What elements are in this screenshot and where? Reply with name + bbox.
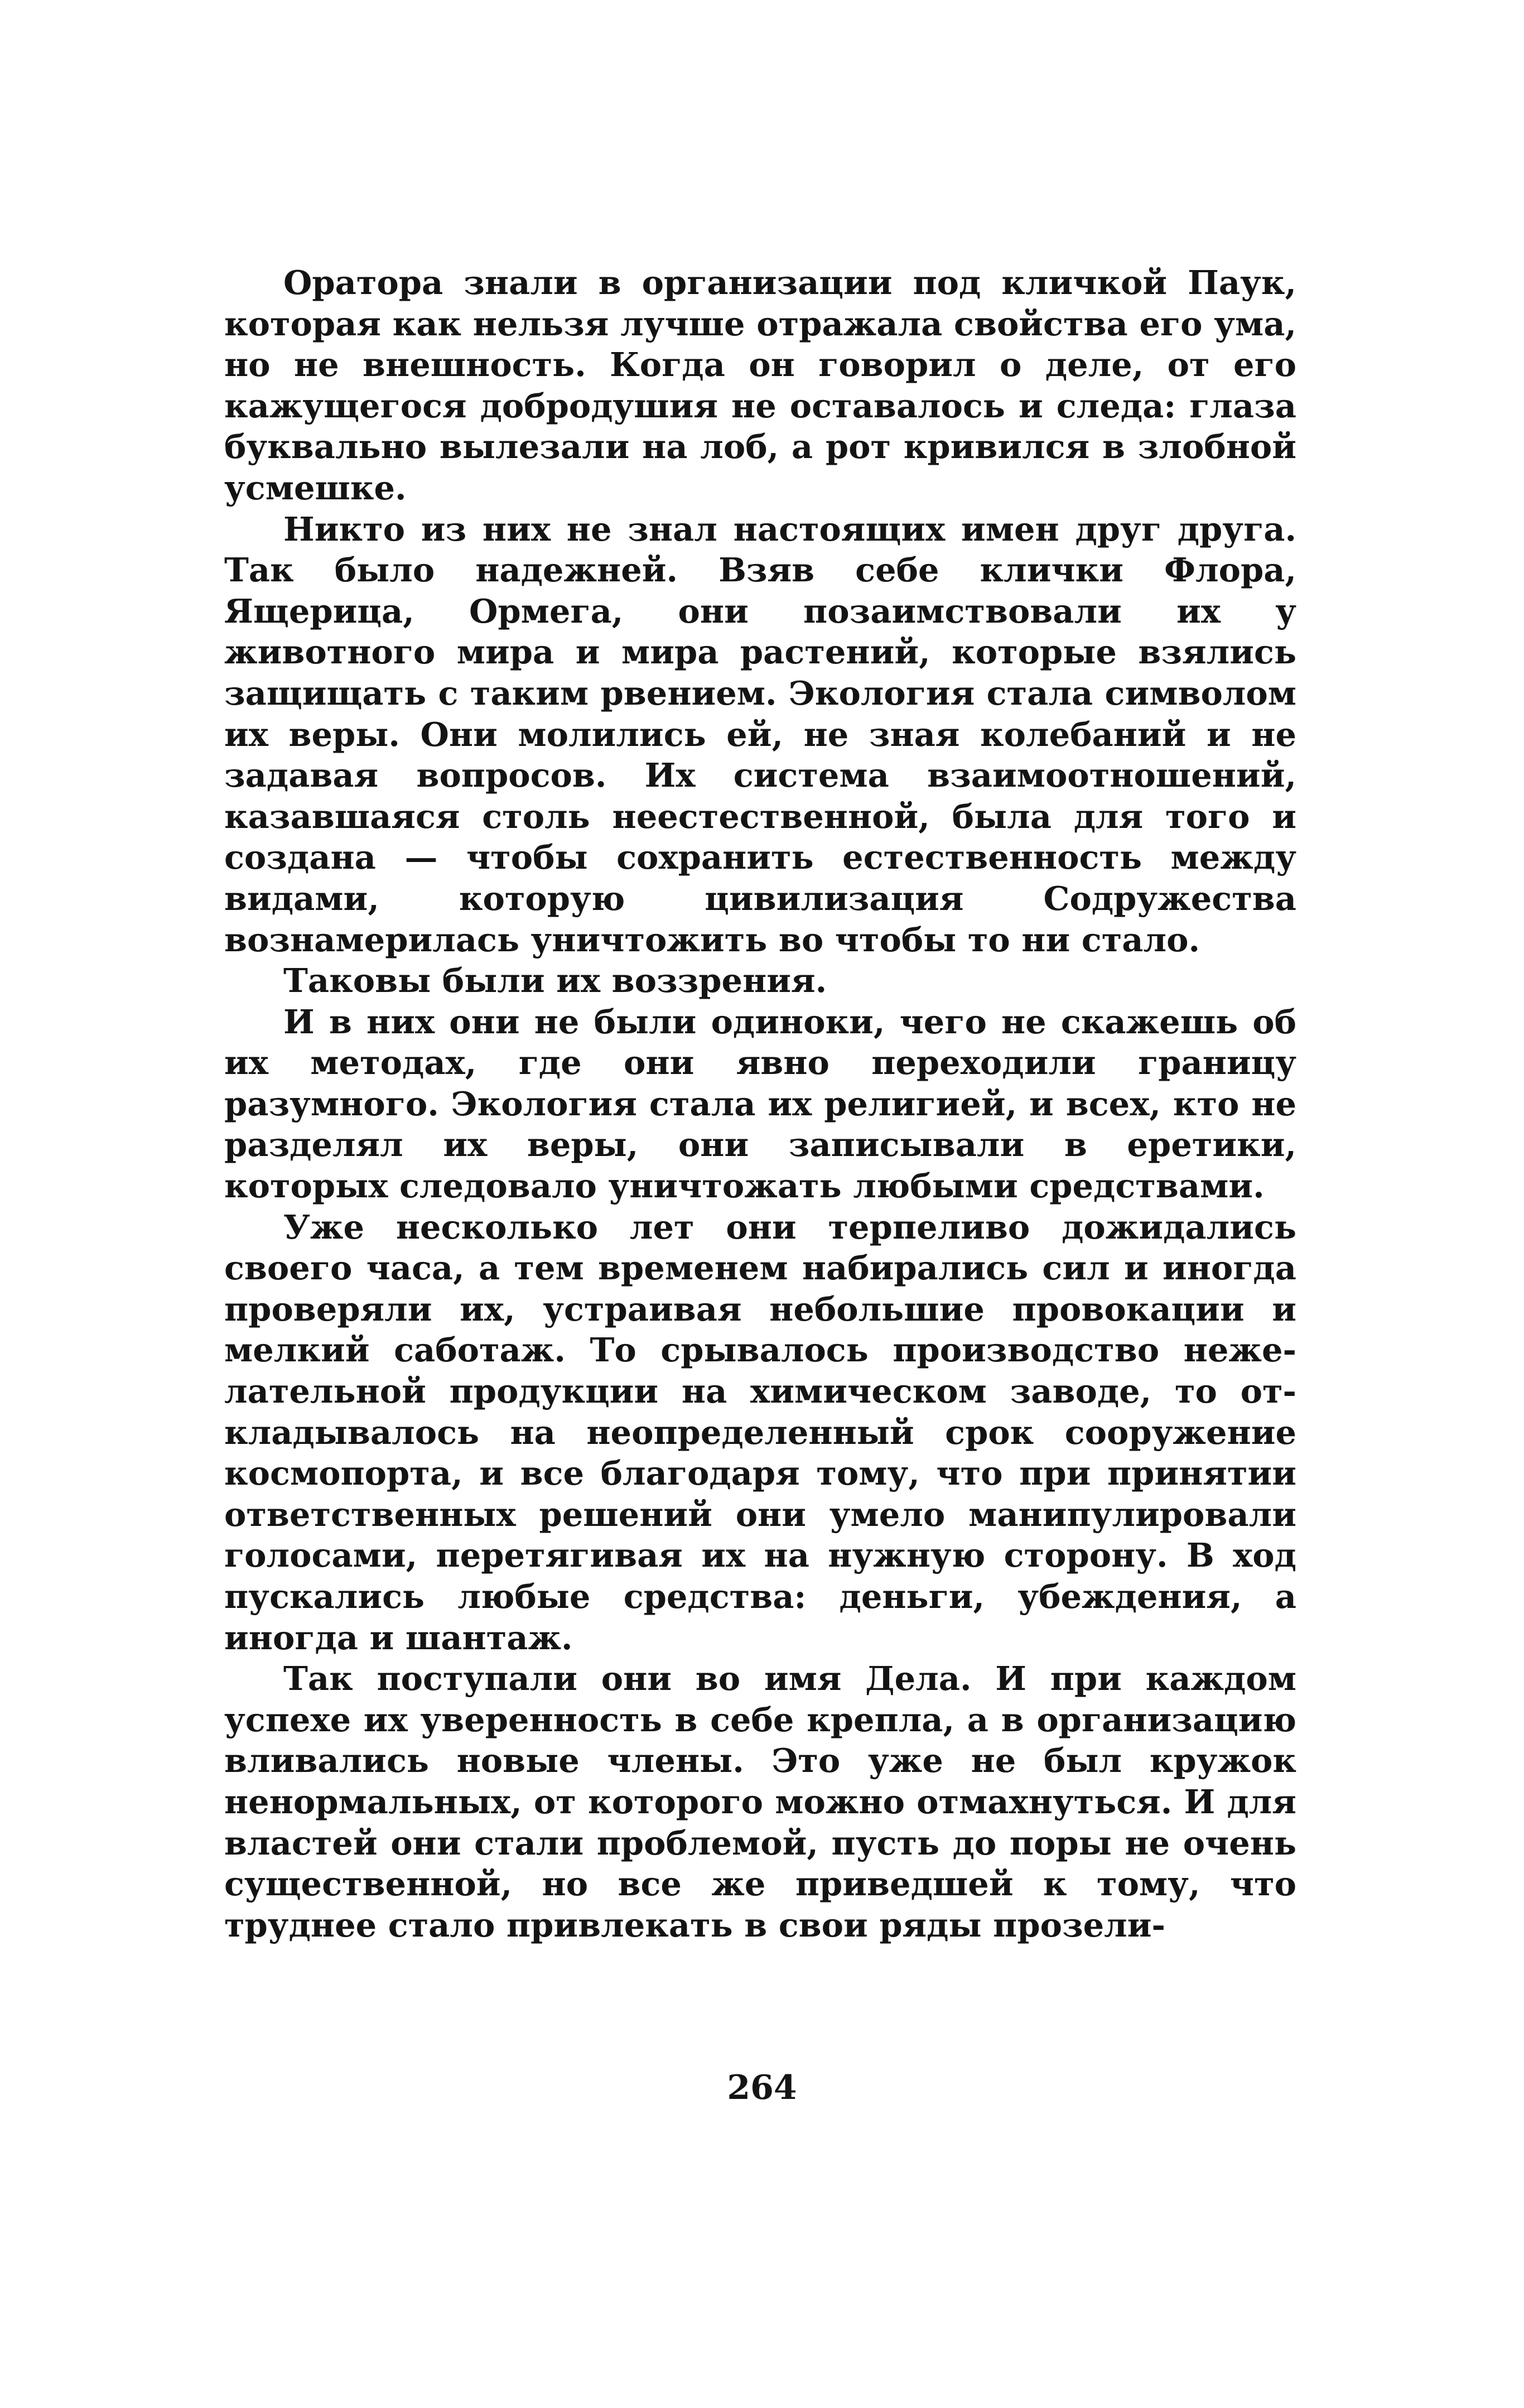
- paragraph-5: Уже несколько лет они терпеливо дожидались своего часа, а тем временем набирались сил и иногда проверяли их, устраивая небольшие провокации и мелкий саботаж. То срывалось производство нежелательной продукции на химическом заводе, то откладывалось на неопределенный срок сооружение космопорта, и все благодаря тому, что при принятии ответственных решений они умело манипулировали голосами, перетягивая их на нужную сторону. В ход пускались любые средства: деньги, убеждения, а иногда и шантаж.: [224, 1207, 1296, 1657]
- paragraph-3: Таковы были их воззрения.: [283, 961, 827, 1000]
- page-number: 264: [727, 2068, 797, 2107]
- paragraph-4: И в них они не были одиноки, чего не скажешь об их методах, где они явно переходили границу разумного. Экология стала их религией, и всех, кто не разделял их веры, они записывали в еретики, которых следовало уничтожать любыми средствами.: [224, 1002, 1296, 1206]
- paragraph-1: Оратора знали в организации под кличкой Паук, которая как нельзя лучше отражала свойства его ума, но не внешность. Когда он говорил о деле, от его кажущегося добродушия не оставалось и следа: глаза буквально вылезали на лоб, а рот кривился в злобной усмешке.: [224, 263, 1296, 507]
- paragraph-6: Так поступали они во имя Дела. И при каждом успехе их уверенность в себе крепла, а в организацию вливались новые члены. Это уже не был кружок ненормальных, от которого можно отмахнуться. И для властей они стали проблемой, пусть до поры не очень существенной, но все же приведшей к тому, что труднее стало привлекать в свои ряды прозели-: [224, 1659, 1296, 1944]
- paragraph-2: Никто из них не знал настоящих имен друг друга. Так было надежней. Взяв себе клички Флора, Ящерица, Ормега, они позаимствовали их у животного мира и мира растений, которые взялись защищать с таким рвением. Экология стала символом их веры. Они молились ей, не зная колебаний и не задавая вопросов. Их система взаимоотношений, казавшаяся столь неестественной, была для того и создана — чтобы сохранить естественность между видами, которую цивилизация Содружества вознамерилась уничтожить во чтобы то ни стало.: [224, 509, 1296, 959]
- body-text: [224, 262, 1296, 1945]
